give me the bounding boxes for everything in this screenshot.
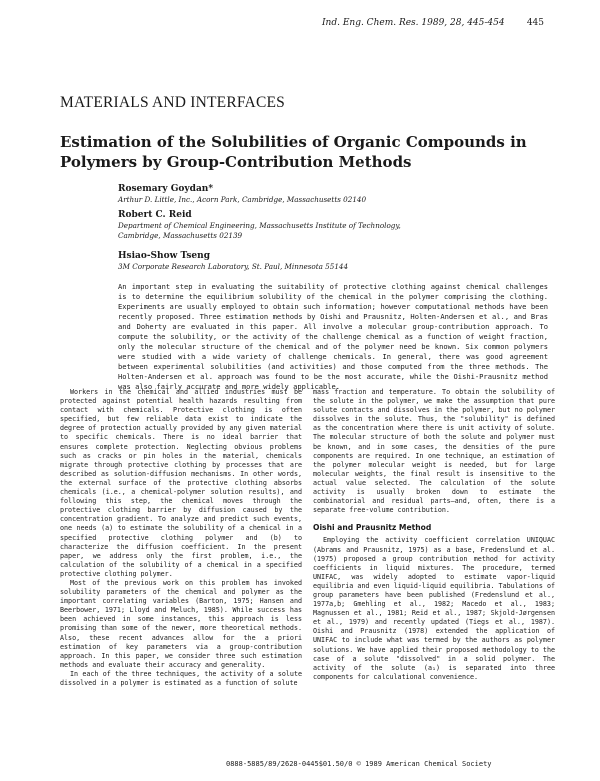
author-affiliation: Department of Chemical Engineering, Massachusetts Institute of Technology, Cambridge, Massachusetts 02139 [118, 221, 401, 240]
body-column-left [60, 388, 302, 688]
author-affiliation: Arthur D. Little, Inc., Acorn Park, Cambridge, Massachusetts 02140 [118, 195, 367, 204]
author-block [118, 209, 418, 241]
body-paragraph: In each of the three techniques, the activity of a solute dissolved in a polymer is estimated as a function of solute [60, 669, 302, 687]
article-title: Estimation of the Solubilities of Organic Compounds in Polymers by Group-Contribution Methods [60, 133, 527, 171]
section-heading: MATERIALS AND INTERFACES [60, 94, 285, 111]
running-head [0, 18, 600, 32]
subsection-heading: Oishi and Prausnitz Method [313, 523, 432, 533]
author-block [118, 183, 538, 205]
body-paragraph: Employing the activity coefficient correlation UNIQUAC (Abrams and Prausnitz, 1975) as a base, Fredenslund et al. (1975) proposed a group contribution method for activity coefficients in liquid mixtures. The procedure, termed UNIFAC, was widely adopted to estimate vapor-liquid equilibria and even liquid-liquid equilibria. Tabulations of group parameters have been published (Fredenslund et al., 1977a,b; Gmehling et al., 1982; Macedo et al., 1983; Magnussen et al., 1981; Reid et al., 1987; Skjold-Jørgensen et al., 1979) and recently updated (Tiegs et al., 1987). Oishi and Prausnitz (1978) extended the application of UNIFAC to include what was termed by the authors as polymer solutions. We have applied their proposed methodology to the case of a solute "dissolved" in a solid polymer. The activity of the solute (a₁) is separated into three components for calculational convenience. [313, 536, 555, 681]
abstract: An important step in evaluating the suitability of protective clothing against chemical challenges is to determine the equilibrium solubility of the chemical in the polymer comprising the clothing. Experiments are usually employed to obtain such information; however computational methods have been recently proposed. Three estimation methods by Oishi and Prausnitz, Holten-Andersen et al., and Bras and Doherty are evaluated in this paper. All involve a molecular group-contribution approach. To compute the solubility, or the activity of the challenge chemical as a function of weight fraction, only the molecular structure of the chemical and of the polymer need be known. Six common polymers were studied with a wide variety of challenge chemicals. In general, there was good agreement between experimental solubilities (and activities) and those computed from the three methods. The Holten-Andersen et al. approach was found to be the most accurate, while the Oishi-Prausnitz method was also fairly accurate and more widely applicable. [118, 282, 548, 391]
body-column-right [313, 388, 555, 682]
page-number: 445 [526, 18, 544, 28]
copyright-footer: 0888-5885/89/2628-0445$01.50/0 © 1989 American Chemical Society [226, 760, 492, 768]
body-paragraph: Most of the previous work on this problem has invoked solubility parameters of the chemical and polymer as the important correlating variables (Barton, 1975; Hansen and Beerbower, 1971; Lloyd and Meluch, 1985). While success has been achieved in some instances, this approach is less promising than some of the newer, more theoretical methods. Also, these recent advances allow for the a priori estimation of key parameters via a group-contribution approach. In this paper, we consider three such estimation methods and evaluate their accuracy and generality. [60, 578, 302, 669]
body-paragraph: Workers in the chemical and allied industries must be protected against potential health hazards resulting from contact with chemicals. Protective clothing is often specified, but few reliable data exist to indicate the degree of protection actually provided by any given material to specific chemicals. There is no ideal barrier that ensures complete protection. Neglecting obvious problems such as cracks or pin holes in the material, chemicals migrate through protective clothing by processes that are described as solution-diffusion mechanisms. In other words, the external surface of the protective clothing absorbs chemicals (i.e., a chemical-polymer solution results), and following this step, the chemical moves through the protective clothing barrier by diffusion caused by the concentration gradient. To analyze and predict such events, one needs (a) to estimate the solubility of a chemical in a specified protective clothing polymer and (b) to characterize the diffusion coefficient. In the present paper, we address only the first problem, i.e., the calculation of the solubility of a chemical in a specified protective clothing polymer. [60, 388, 302, 578]
body-paragraph: mass fraction and temperature. To obtain the solubility of the solute in the polymer, we make the assumption that pure solute contacts and dissolves in the polymer, but no polymer dissolves in the solute. Thus, the "solubility" is defined as the concentration where there is unit activity of solute. The molecular structure of both the solute and polymer must be known, and in some cases, the densities of the pure components are required. In one technique, an estimation of the polymer molecular weight is needed, but for large molecular weights, the final result is insensitive to the actual value selected. The calculation of the solute activity is usually broken down to estimate the combinatorial and residual parts—and, often, there is a separate free-volume contribution. [313, 388, 555, 515]
author-block [118, 250, 538, 272]
author-name: Hsiao-Show Tseng [118, 251, 210, 261]
author-affiliation: 3M Corporate Research Laboratory, St. Paul, Minnesota 55144 [118, 262, 349, 271]
journal-reference: Ind. Eng. Chem. Res. 1989, 28, 445-454 [322, 18, 505, 28]
author-name: Rosemary Goydan* [118, 184, 214, 194]
author-name: Robert C. Reid [118, 210, 192, 220]
